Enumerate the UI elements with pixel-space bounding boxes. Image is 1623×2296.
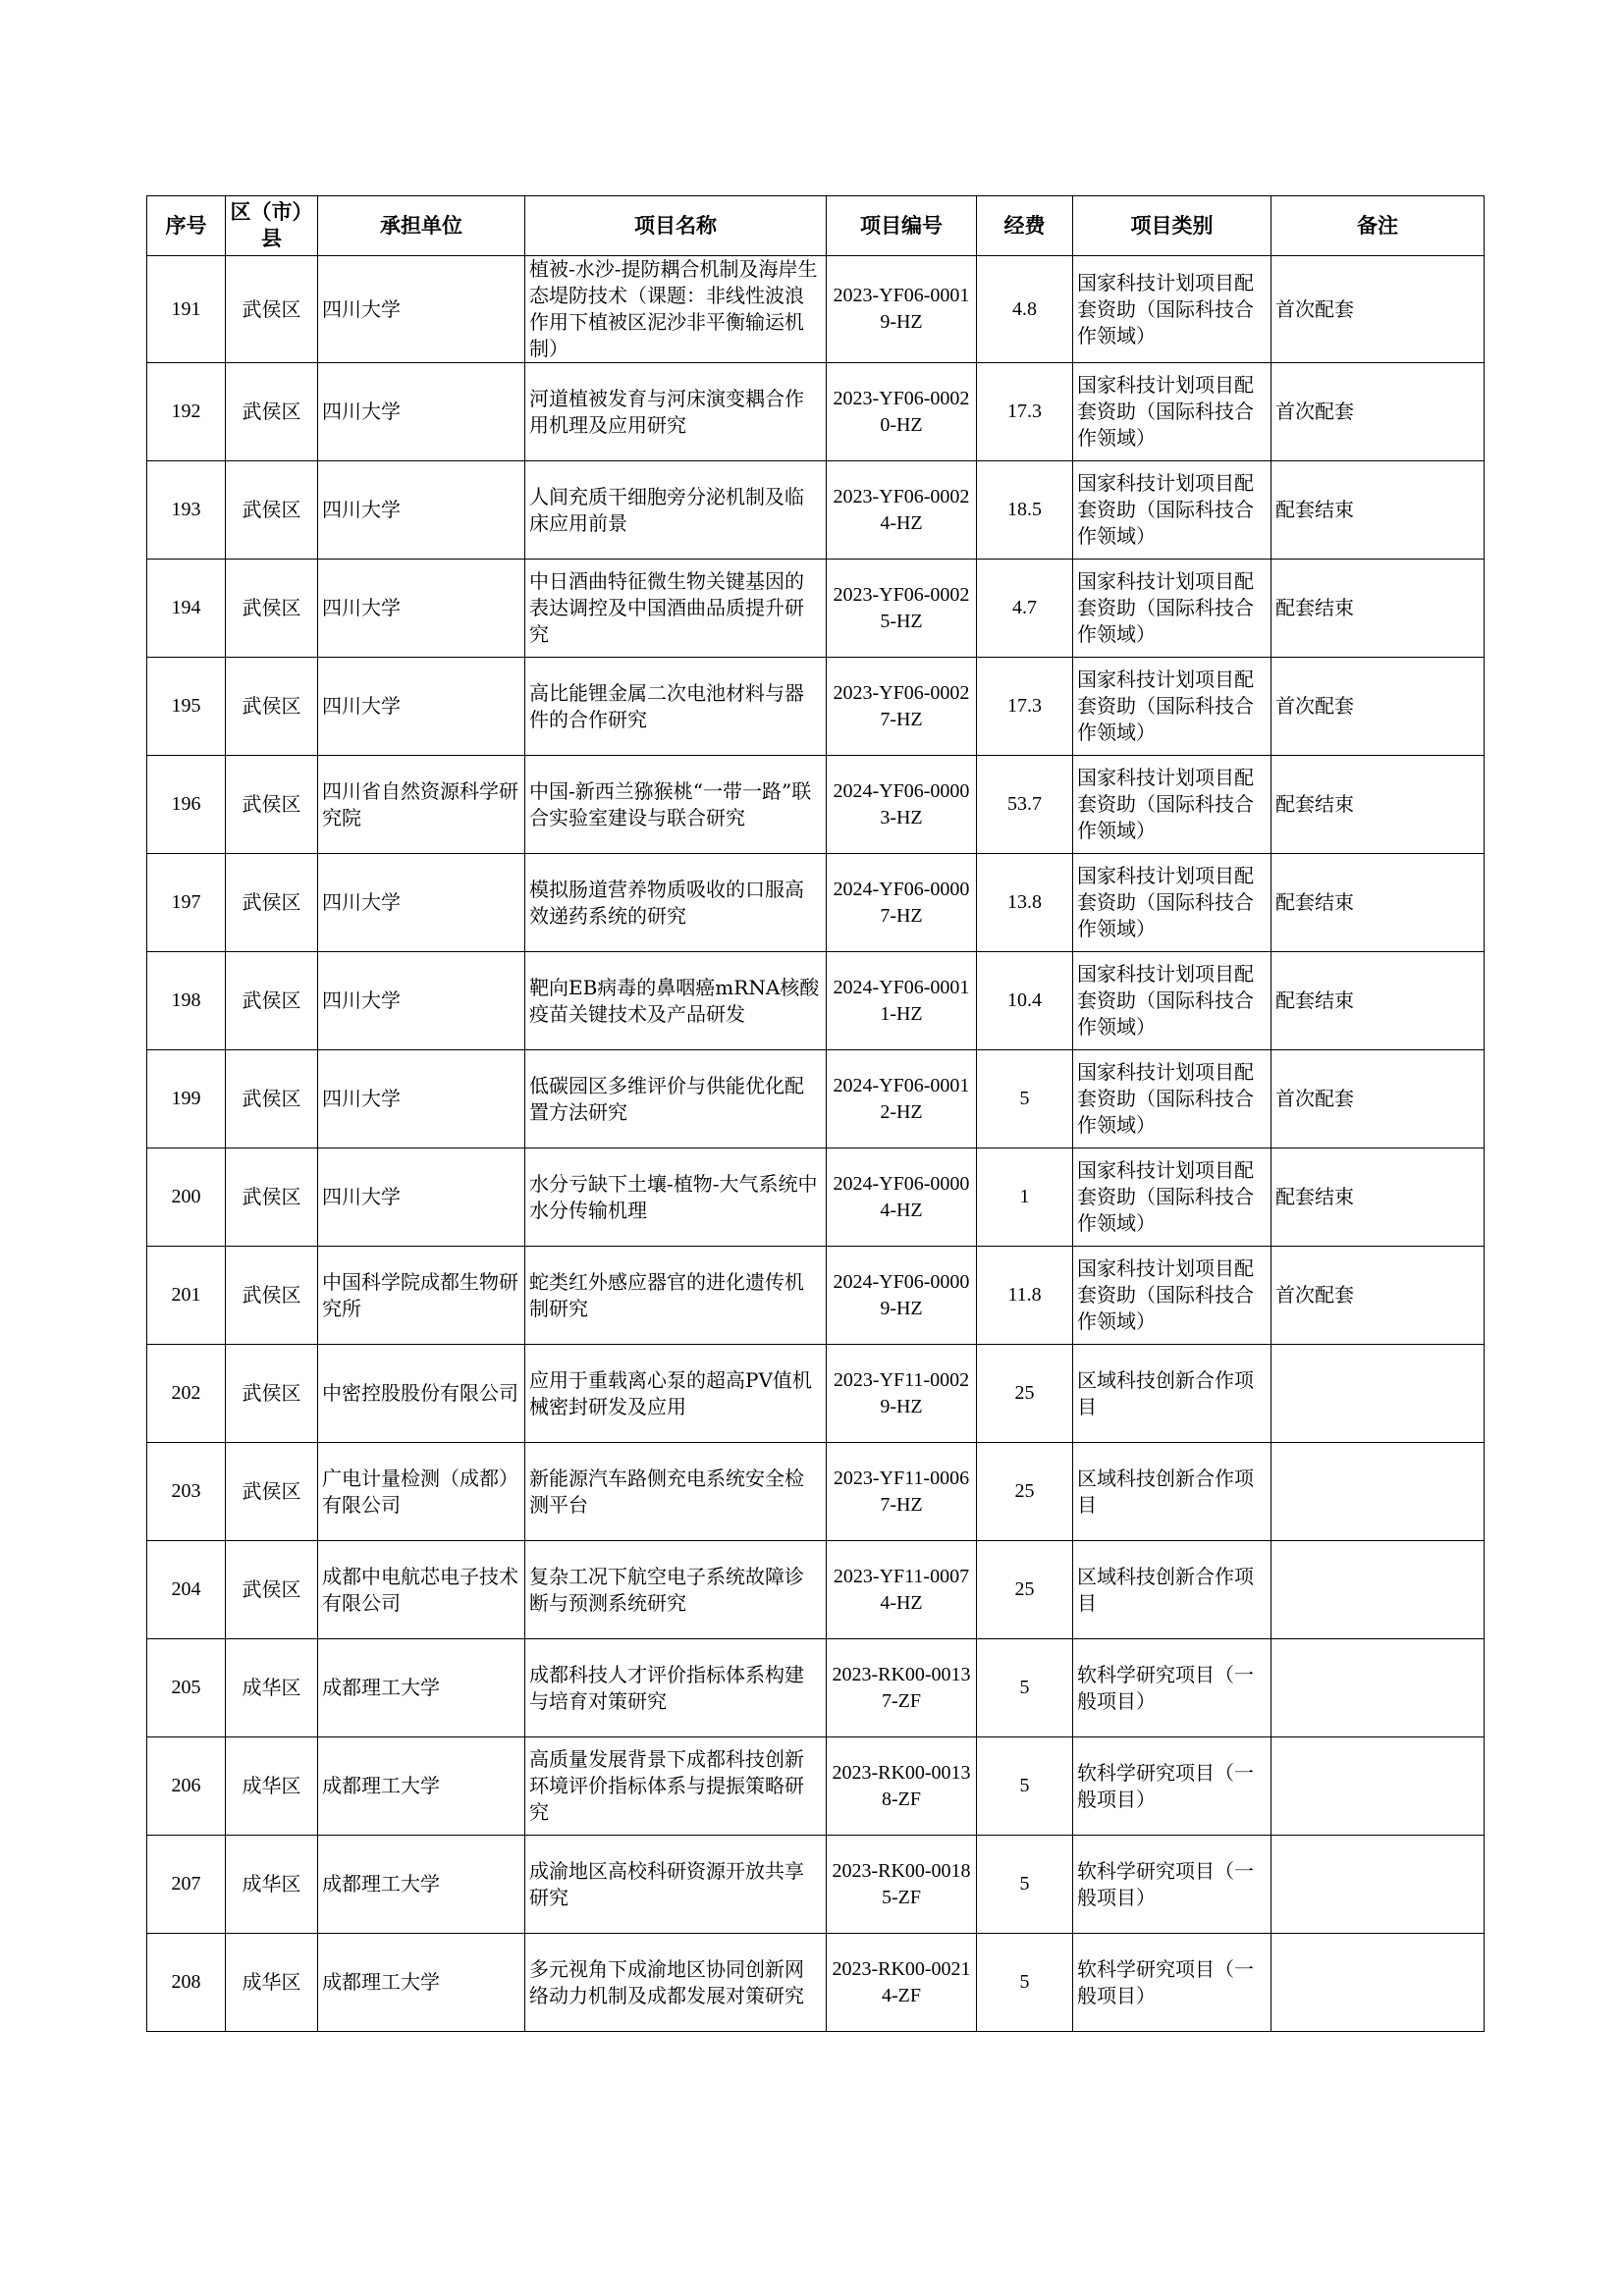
cell-category: 国家科技计划项目配套资助（国际科技合作领域）	[1073, 1247, 1271, 1345]
cell-unit: 中密控股股份有限公司	[318, 1345, 525, 1443]
cell-district: 成华区	[226, 1737, 318, 1836]
table-row	[147, 1737, 1485, 1836]
cell-serial: 204	[147, 1541, 226, 1639]
cell-category: 国家科技计划项目配套资助（国际科技合作领域）	[1073, 854, 1271, 952]
cell-district: 武侯区	[226, 658, 318, 756]
cell-district: 武侯区	[226, 952, 318, 1050]
cell-category: 国家科技计划项目配套资助（国际科技合作领域）	[1073, 1148, 1271, 1247]
table-row	[147, 461, 1485, 560]
cell-fund: 17.3	[977, 363, 1073, 461]
cell-category: 软科学研究项目（一般项目）	[1073, 1836, 1271, 1934]
cell-note: 首次配套	[1271, 658, 1485, 756]
cell-note	[1271, 1639, 1485, 1737]
cell-category: 国家科技计划项目配套资助（国际科技合作领域）	[1073, 461, 1271, 560]
cell-project-code: 2024-YF06-00004-HZ	[827, 1148, 977, 1247]
cell-district: 成华区	[226, 1934, 318, 2032]
cell-district: 武侯区	[226, 1247, 318, 1345]
cell-unit: 成都中电航芯电子技术有限公司	[318, 1541, 525, 1639]
cell-project-name: 中日酒曲特征微生物关键基因的表达调控及中国酒曲品质提升研究	[525, 560, 827, 658]
cell-serial: 208	[147, 1934, 226, 2032]
cell-fund: 5	[977, 1639, 1073, 1737]
cell-project-name: 河道植被发育与河床演变耦合作用机理及应用研究	[525, 363, 827, 461]
cell-category: 国家科技计划项目配套资助（国际科技合作领域）	[1073, 952, 1271, 1050]
cell-unit: 中国科学院成都生物研究所	[318, 1247, 525, 1345]
cell-project-name: 中国-新西兰猕猴桃“一带一路”联合实验室建设与联合研究	[525, 756, 827, 854]
table-row	[147, 1247, 1485, 1345]
cell-unit: 四川大学	[318, 461, 525, 560]
cell-note: 配套结束	[1271, 952, 1485, 1050]
cell-unit: 四川大学	[318, 1050, 525, 1148]
header-note: 备注	[1271, 196, 1485, 256]
header-category: 项目类别	[1073, 196, 1271, 256]
cell-note: 配套结束	[1271, 756, 1485, 854]
cell-category: 国家科技计划项目配套资助（国际科技合作领域）	[1073, 658, 1271, 756]
cell-fund: 25	[977, 1443, 1073, 1541]
cell-category: 国家科技计划项目配套资助（国际科技合作领域）	[1073, 1050, 1271, 1148]
table-row	[147, 1639, 1485, 1737]
header-unit: 承担单位	[318, 196, 525, 256]
cell-serial: 202	[147, 1345, 226, 1443]
cell-project-name: 高比能锂金属二次电池材料与器件的合作研究	[525, 658, 827, 756]
cell-unit: 四川大学	[318, 658, 525, 756]
cell-project-code: 2023-YF06-00020-HZ	[827, 363, 977, 461]
project-table	[146, 195, 1485, 2032]
table-row	[147, 1836, 1485, 1934]
cell-fund: 10.4	[977, 952, 1073, 1050]
cell-category: 区域科技创新合作项目	[1073, 1345, 1271, 1443]
cell-note	[1271, 1836, 1485, 1934]
cell-project-name: 成都科技人才评价指标体系构建与培育对策研究	[525, 1639, 827, 1737]
cell-project-name: 成渝地区高校科研资源开放共享研究	[525, 1836, 827, 1934]
cell-fund: 5	[977, 1934, 1073, 2032]
cell-district: 武侯区	[226, 461, 318, 560]
cell-project-name: 模拟肠道营养物质吸收的口服高效递药系统的研究	[525, 854, 827, 952]
cell-district: 武侯区	[226, 756, 318, 854]
table-row	[147, 1443, 1485, 1541]
cell-serial: 193	[147, 461, 226, 560]
cell-district: 成华区	[226, 1836, 318, 1934]
cell-note: 首次配套	[1271, 256, 1485, 363]
cell-serial: 196	[147, 756, 226, 854]
cell-district: 武侯区	[226, 1345, 318, 1443]
table-row	[147, 952, 1485, 1050]
cell-district: 武侯区	[226, 363, 318, 461]
cell-fund: 17.3	[977, 658, 1073, 756]
cell-fund: 5	[977, 1050, 1073, 1148]
cell-note	[1271, 1443, 1485, 1541]
cell-project-code: 2024-YF06-00003-HZ	[827, 756, 977, 854]
table-row	[147, 756, 1485, 854]
table-row	[147, 1345, 1485, 1443]
cell-serial: 203	[147, 1443, 226, 1541]
cell-fund: 11.8	[977, 1247, 1073, 1345]
cell-category: 软科学研究项目（一般项目）	[1073, 1737, 1271, 1836]
header-district: 区（市）县	[226, 196, 318, 256]
cell-project-code: 2023-RK00-00185-ZF	[827, 1836, 977, 1934]
cell-fund: 25	[977, 1541, 1073, 1639]
cell-category: 国家科技计划项目配套资助（国际科技合作领域）	[1073, 256, 1271, 363]
cell-project-code: 2024-YF06-00007-HZ	[827, 854, 977, 952]
cell-project-code: 2024-YF06-00012-HZ	[827, 1050, 977, 1148]
cell-district: 武侯区	[226, 1148, 318, 1247]
cell-project-name: 靶向EB病毒的鼻咽癌mRNA核酸疫苗关键技术及产品研发	[525, 952, 827, 1050]
cell-project-code: 2023-YF11-00029-HZ	[827, 1345, 977, 1443]
cell-note	[1271, 1934, 1485, 2032]
table-row	[147, 560, 1485, 658]
cell-note: 配套结束	[1271, 461, 1485, 560]
cell-unit: 成都理工大学	[318, 1836, 525, 1934]
cell-fund: 4.8	[977, 256, 1073, 363]
cell-note: 配套结束	[1271, 560, 1485, 658]
cell-serial: 199	[147, 1050, 226, 1148]
cell-fund: 18.5	[977, 461, 1073, 560]
table-row	[147, 1148, 1485, 1247]
cell-unit: 四川大学	[318, 1148, 525, 1247]
cell-unit: 四川大学	[318, 363, 525, 461]
table-row	[147, 658, 1485, 756]
cell-district: 武侯区	[226, 256, 318, 363]
cell-note: 首次配套	[1271, 1050, 1485, 1148]
cell-project-name: 人间充质干细胞旁分泌机制及临床应用前景	[525, 461, 827, 560]
cell-project-name: 植被-水沙-提防耦合机制及海岸生态堤防技术（课题：非线性波浪作用下植被区泥沙非平衡输运机制）	[525, 256, 827, 363]
cell-district: 武侯区	[226, 854, 318, 952]
cell-fund: 4.7	[977, 560, 1073, 658]
cell-serial: 206	[147, 1737, 226, 1836]
cell-category: 软科学研究项目（一般项目）	[1073, 1639, 1271, 1737]
cell-note: 配套结束	[1271, 854, 1485, 952]
cell-unit: 四川省自然资源科学研究院	[318, 756, 525, 854]
cell-category: 区域科技创新合作项目	[1073, 1541, 1271, 1639]
cell-project-name: 多元视角下成渝地区协同创新网络动力机制及成都发展对策研究	[525, 1934, 827, 2032]
cell-note	[1271, 1541, 1485, 1639]
table-row	[147, 256, 1485, 363]
cell-category: 区域科技创新合作项目	[1073, 1443, 1271, 1541]
cell-category: 软科学研究项目（一般项目）	[1073, 1934, 1271, 2032]
cell-unit: 成都理工大学	[318, 1934, 525, 2032]
cell-serial: 207	[147, 1836, 226, 1934]
cell-district: 武侯区	[226, 560, 318, 658]
header-serial: 序号	[147, 196, 226, 256]
cell-serial: 198	[147, 952, 226, 1050]
cell-project-code: 2023-RK00-00214-ZF	[827, 1934, 977, 2032]
cell-serial: 194	[147, 560, 226, 658]
cell-note	[1271, 1737, 1485, 1836]
cell-fund: 5	[977, 1737, 1073, 1836]
cell-project-name: 水分亏缺下土壤-植物-大气系统中水分传输机理	[525, 1148, 827, 1247]
cell-serial: 200	[147, 1148, 226, 1247]
cell-fund: 13.8	[977, 854, 1073, 952]
cell-project-name: 高质量发展背景下成都科技创新环境评价指标体系与提振策略研究	[525, 1737, 827, 1836]
cell-project-name: 低碳园区多维评价与供能优化配置方法研究	[525, 1050, 827, 1148]
cell-project-code: 2023-YF11-00074-HZ	[827, 1541, 977, 1639]
cell-unit: 广电计量检测（成都）有限公司	[318, 1443, 525, 1541]
cell-project-code: 2023-YF06-00025-HZ	[827, 560, 977, 658]
cell-serial: 197	[147, 854, 226, 952]
cell-fund: 1	[977, 1148, 1073, 1247]
table-row	[147, 1934, 1485, 2032]
cell-category: 国家科技计划项目配套资助（国际科技合作领域）	[1073, 363, 1271, 461]
cell-district: 武侯区	[226, 1050, 318, 1148]
cell-district: 武侯区	[226, 1541, 318, 1639]
table-row	[147, 854, 1485, 952]
cell-project-code: 2024-YF06-00011-HZ	[827, 952, 977, 1050]
cell-project-code: 2023-YF06-00027-HZ	[827, 658, 977, 756]
cell-project-code: 2023-YF11-00067-HZ	[827, 1443, 977, 1541]
cell-note: 首次配套	[1271, 363, 1485, 461]
cell-district: 武侯区	[226, 1443, 318, 1541]
cell-unit: 四川大学	[318, 560, 525, 658]
cell-note: 首次配套	[1271, 1247, 1485, 1345]
table-row	[147, 1050, 1485, 1148]
cell-note: 配套结束	[1271, 1148, 1485, 1247]
header-project-code: 项目编号	[827, 196, 977, 256]
cell-category: 国家科技计划项目配套资助（国际科技合作领域）	[1073, 560, 1271, 658]
cell-unit: 四川大学	[318, 952, 525, 1050]
header-project-name: 项目名称	[525, 196, 827, 256]
cell-project-name: 应用于重载离心泵的超高PV值机械密封研发及应用	[525, 1345, 827, 1443]
cell-project-code: 2023-YF06-00019-HZ	[827, 256, 977, 363]
cell-unit: 成都理工大学	[318, 1737, 525, 1836]
cell-project-name: 蛇类红外感应器官的进化遗传机制研究	[525, 1247, 827, 1345]
cell-project-code: 2023-YF06-00024-HZ	[827, 461, 977, 560]
table-row	[147, 363, 1485, 461]
cell-serial: 191	[147, 256, 226, 363]
cell-serial: 201	[147, 1247, 226, 1345]
cell-project-code: 2024-YF06-00009-HZ	[827, 1247, 977, 1345]
table-row	[147, 1541, 1485, 1639]
cell-fund: 53.7	[977, 756, 1073, 854]
cell-project-name: 新能源汽车路侧充电系统安全检测平台	[525, 1443, 827, 1541]
cell-project-name: 复杂工况下航空电子系统故障诊断与预测系统研究	[525, 1541, 827, 1639]
cell-category: 国家科技计划项目配套资助（国际科技合作领域）	[1073, 756, 1271, 854]
table-header-row	[147, 196, 1485, 256]
cell-unit: 四川大学	[318, 256, 525, 363]
cell-unit: 成都理工大学	[318, 1639, 525, 1737]
cell-unit: 四川大学	[318, 854, 525, 952]
cell-fund: 5	[977, 1836, 1073, 1934]
cell-serial: 195	[147, 658, 226, 756]
cell-district: 成华区	[226, 1639, 318, 1737]
cell-serial: 205	[147, 1639, 226, 1737]
cell-fund: 25	[977, 1345, 1073, 1443]
cell-project-code: 2023-RK00-00137-ZF	[827, 1639, 977, 1737]
cell-note	[1271, 1345, 1485, 1443]
cell-project-code: 2023-RK00-00138-ZF	[827, 1737, 977, 1836]
cell-serial: 192	[147, 363, 226, 461]
header-fund: 经费	[977, 196, 1073, 256]
